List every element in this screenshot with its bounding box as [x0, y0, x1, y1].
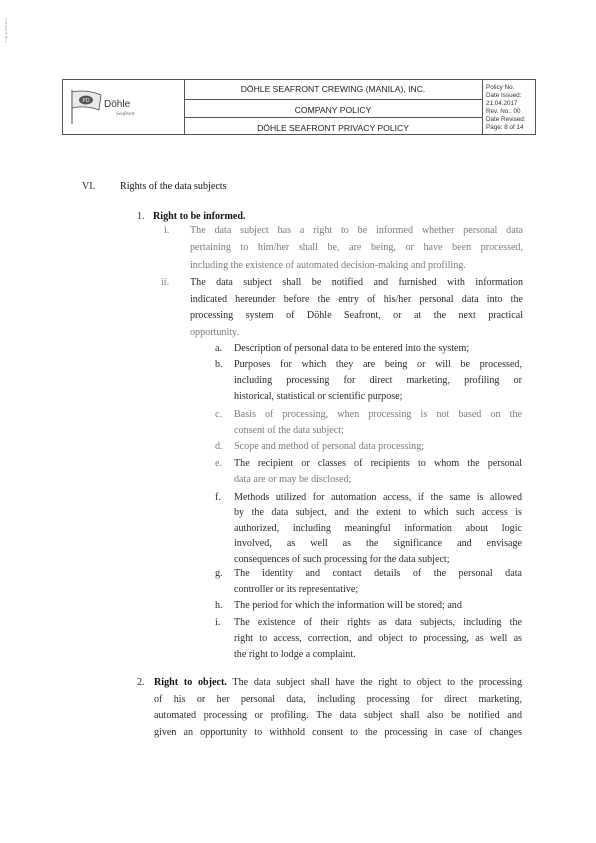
- sub-item-line: involved, as well as the significance and envisage: [234, 538, 522, 550]
- item1-ii-line: opportunity.: [190, 326, 239, 338]
- item2-number: 2.: [137, 677, 145, 688]
- item1-i-line: including the existence of automated decision-making and profiling.: [190, 259, 466, 271]
- svg-text:PD: PD: [82, 98, 90, 104]
- sub-item-line: consequences of such processing for the data subject;: [234, 553, 450, 565]
- sub-item-letter: g.: [215, 568, 223, 579]
- logo-subtitle: Seafront: [116, 111, 135, 117]
- sub-item-line: authorized, including meaningful information about logic: [234, 522, 522, 534]
- item2-line: automated processing or profiling. The data subject shall also be notified and: [154, 710, 522, 722]
- item2-line: The data subject shall have the right to object to the processing: [226, 677, 523, 688]
- sub-item-line: right to access, correction, and object to processing, as well as: [234, 633, 522, 645]
- item1-ii-line: processing system of Döhle Seafront, or at the next practical: [190, 310, 523, 322]
- document-type: COMPANY POLICY: [294, 105, 372, 115]
- company-logo-cell: [63, 80, 185, 134]
- sub-item-line: Scope and method of personal data processing;: [234, 441, 425, 452]
- policy-meta: [486, 84, 536, 132]
- sub-item-line: including processing for direct marketing, profiling or: [234, 374, 522, 386]
- sub-item-line: Methods utilized for automation access, if the same is allowed: [234, 492, 522, 503]
- ship-flag-logo-icon: [69, 88, 103, 126]
- section-number: VI.: [82, 181, 96, 192]
- page-number: Page: 8 of 14: [486, 124, 524, 131]
- header-title-cell: [184, 80, 483, 134]
- sub-item-letter: i.: [215, 617, 221, 628]
- sub-item-line: The period for which the information will be stored; and: [234, 600, 462, 611]
- sub-item-letter: d.: [215, 441, 223, 452]
- sub-item-letter: c.: [215, 409, 223, 420]
- sub-item-line: data are or may be disclosed;: [234, 474, 352, 486]
- sub-item-line: Purposes for which they are being or will be processed,: [234, 359, 522, 370]
- logo-name: Döhle: [104, 99, 131, 110]
- item1-i-number: i.: [164, 225, 170, 236]
- sub-item-letter: a.: [215, 343, 223, 354]
- sub-item-line: The recipient or classes of recipients to whom the personal: [234, 458, 522, 469]
- date-revised: Date Revised:: [486, 116, 526, 123]
- policy-header-table: [62, 79, 536, 135]
- sub-item-line: Description of personal data to be entered into the system;: [234, 343, 470, 354]
- sub-item-letter: b.: [215, 359, 223, 370]
- item1-i-line: pertaining to him/her shall be, are being, or have been processed,: [190, 242, 523, 254]
- company-name: DÖHLE SEAFRONT CREWING (MANILA), INC.: [240, 84, 426, 94]
- item2-line: given an opportunity to withhold consent to the processing in case of changes: [154, 727, 522, 739]
- sub-item-letter: h.: [215, 600, 223, 611]
- policy-no: Policy No.: [486, 84, 515, 91]
- sub-item-line: controller or its representative;: [234, 584, 359, 596]
- item2-first-line: [154, 676, 522, 689]
- item1-ii-line: The data subject shall be notified and furnished with information: [190, 277, 523, 288]
- sub-item-line: The existence of their rights as data subjects, including the: [234, 617, 522, 628]
- sub-item-line: Basis of processing, when processing is not based on the: [234, 409, 522, 420]
- item2-title: Right to object.: [154, 677, 227, 688]
- scan-side-mark: scanned doc: [4, 18, 9, 44]
- sub-item-line: the right to lodge a complaint.: [234, 649, 356, 661]
- item1-ii-line: indicated hereunder before the entry of his/her personal data into the: [190, 293, 523, 305]
- rev-no: Rev. No.: 00: [486, 108, 521, 115]
- item1-number: 1.: [137, 211, 145, 222]
- item2-line: of his or her personal data, including processing for direct marketing,: [154, 693, 522, 705]
- date-issued: Date Issued: 21.04.2017: [486, 92, 522, 107]
- section-title: Rights of the data subjects: [120, 181, 227, 192]
- sub-item-letter: e.: [215, 458, 223, 469]
- sub-item-letter: f.: [215, 492, 221, 503]
- item1-i-line: The data subject has a right to be informed whether personal data: [190, 225, 523, 236]
- sub-item-line: by the data subject, and the extent to which such access is: [234, 507, 522, 519]
- item1-title: Right to be informed.: [153, 211, 246, 222]
- sub-item-line: The identity and contact details of the personal data: [234, 568, 522, 579]
- item1-ii-number: ii.: [161, 277, 170, 288]
- sub-item-line: consent of the data subject;: [234, 425, 344, 437]
- policy-name: DÖHLE SEAFRONT PRIVACY POLICY: [257, 123, 409, 133]
- sub-item-line: historical, statistical or scientific purpose;: [234, 390, 403, 402]
